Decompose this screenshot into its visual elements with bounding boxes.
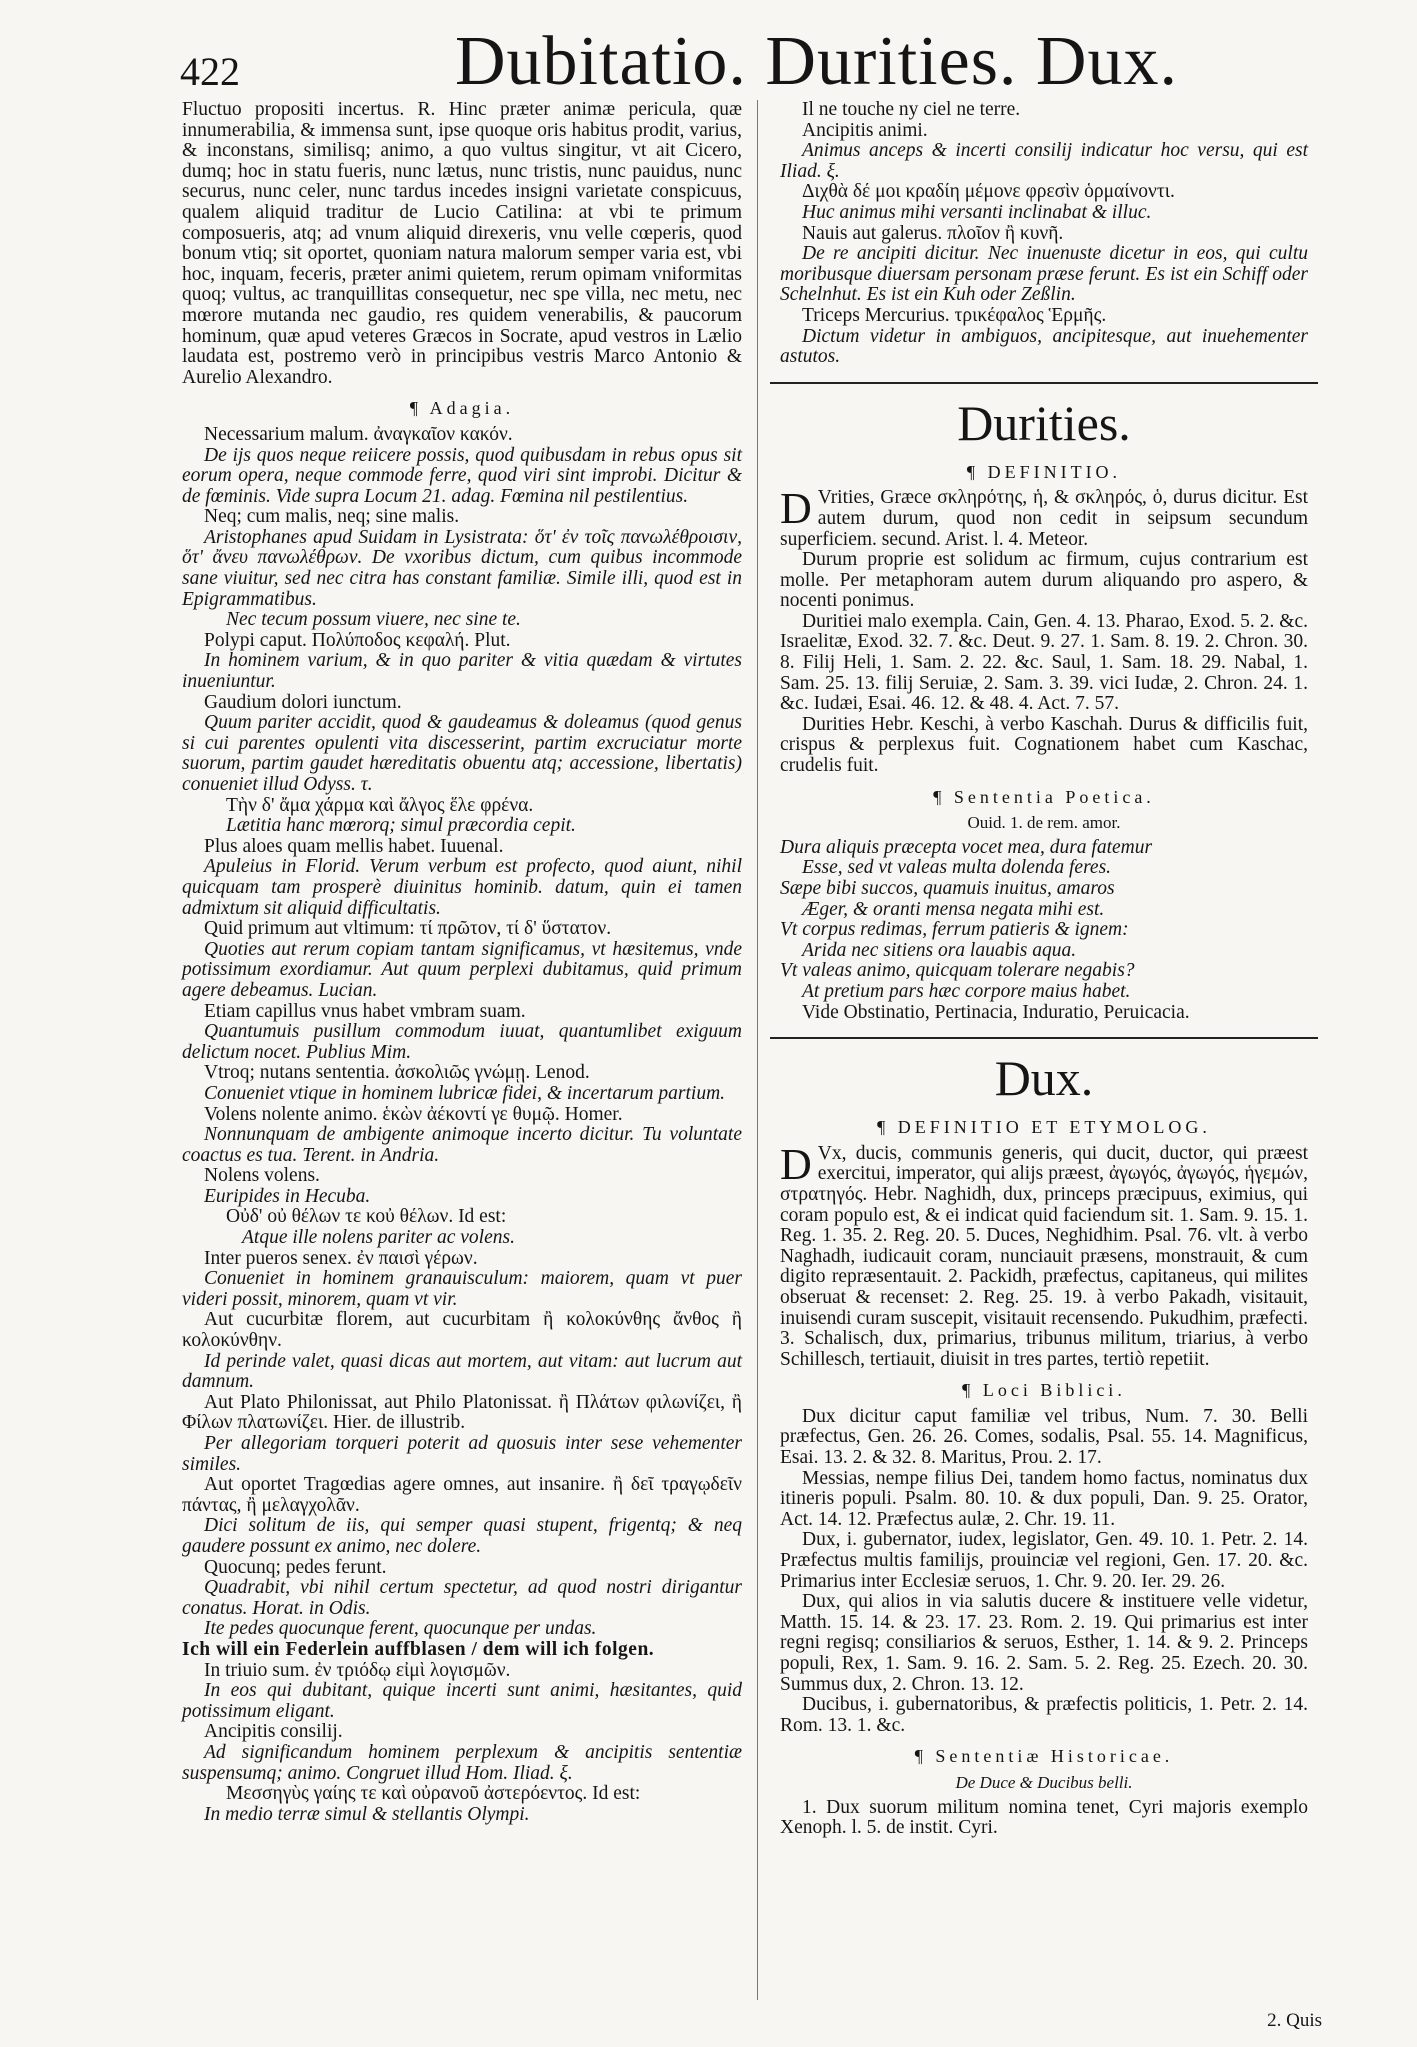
adage-entry: Quantumuis pusillum commodum iuuat, quantumlibet exiguum delictum nocet. Publius Mim.	[182, 1021, 742, 1063]
adage-entry: Neq; cum malis, neq; sine malis.	[204, 506, 460, 528]
adage-entry: Polypi caput. Πολύποδος κεφαλή. Plut.	[204, 629, 511, 651]
paragraph: Duritiei malo exempla. Cain, Gen. 4. 13. Pharao, Exod. 5. 2. &c. Israelitæ, Exod. 32. 7. &c. Deut. 9. 27. 1. Sam. 8. 19. 2. Chron. 30. 8. Filij Heli, 1. Sam. 2. 22. &c. Saul, 1. Sam. 18. 29. Nabal, 1. Sam. 25. 13. filij Seruiæ, 2. Sam. 3. 39. vici Iudæ, 2. Chron. 24. 1. &c. Iudæi, Esai. 46. 12. & 48. 4. Act. 7. 57.	[780, 610, 1308, 715]
adage-entry: Triceps Mercurius. τρικέφαλος Ἑρμῆς.	[802, 304, 1107, 326]
adage-entry: Nolens volens.	[204, 1165, 320, 1187]
adage-entry: Aut Plato Philonissat, aut Philo Platonissat. ἢ Πλάτων φιλωνίζει, ἢ Φίλων πλατωνίζει. Hier. de illustrib.	[182, 1391, 742, 1434]
sententiae-historicae-list	[780, 1798, 1308, 1839]
sententia-poetica-heading: ¶ Sententia Poetica.	[933, 786, 1155, 807]
adage-entry: Inter pueros senex. ἐν παισὶ γέρων.	[204, 1247, 478, 1269]
adage-entry: Il ne touche ny ciel ne terre.	[802, 99, 1021, 120]
adage-entry: Euripides in Hecuba.	[204, 1185, 371, 1207]
dux-definitio-heading: ¶ DEFINITIO ET ETYMOLOG.	[877, 1117, 1211, 1138]
adage-entry: Etiam capillus vnus habet vmbram suam.	[204, 1000, 526, 1022]
adage-entry: Aut oportet Tragœdias agere omnes, aut insanire. ἢ δεῖ τραγῳδεῖν πάντας, ἢ μελαγχολᾶν.	[182, 1474, 742, 1516]
verse-line: Vt corpus redimas, ferrum patieris & ignem:	[780, 919, 1129, 941]
adage-entry: Οὐδ' οὐ θέλων τε κοὐ θέλων. Id est:	[226, 1206, 507, 1228]
running-head: Dubitatio. Durities. Dux.	[455, 23, 1178, 100]
durities-paragraphs	[780, 550, 1308, 777]
dux-definition	[780, 1139, 1308, 1371]
adage-entry: Τὴν δ' ἄμα χάρμα καὶ ἄλγος ἕλε φρένα.	[226, 794, 534, 816]
adage-entry: Quoties aut rerum copiam tantam significamus, vt hæsitemus, vnde potissimum exordiamur. Aut quum perplexi dubitamus, quid primum agere debeamus. Lucian.	[182, 938, 742, 1001]
sententia-poetica-source: Ouid. 1. de rem. amor.	[967, 813, 1121, 833]
page-number: 422	[180, 49, 240, 94]
adage-entry: Ite pedes quocunque ferent, quocunque per undas.	[204, 1618, 597, 1640]
adage-entry: Ich will ein Federlein auffblasen / dem will ich folgen.	[182, 1638, 655, 1660]
adage-entry: Lætitia hanc mœrorq; simul præcordia cepit.	[226, 815, 576, 837]
adage-entry: De re ancipiti dicitur. Nec inuenuste dicetur in eos, qui cultu moribusque diuersam personam præse ferunt. Es ist ein Schiff oder Schelnhut. Es ist ein Kuh oder Zeßlin.	[780, 243, 1308, 306]
adage-entry: Quadrabit, vbi nihil certum spectetur, ad quod nostri dirigantur conatus. Horat. in Odis.	[182, 1577, 742, 1619]
adage-entry: Aristophanes apud Suidam in Lysistrata: ὅτ' ἐν τοῖς πανωλέθροισιν, ὅτ' ἄνευ πανωλέθρων. De vxoribus dictum, cum quibus incommode sane viuitur, sed nec citra has constant familiæ. Simile illi, quod est in Epigrammatibus.	[182, 526, 742, 610]
adage-entry: Quum pariter accidit, quod & gaudeamus & doleamus (quod genus si cui parentes opulenti vita discesserint, partim excruciatur morte suorum, partim gaudet hæreditatis obuentu atq; accessione, libertatis) conueniet illud Odyss. τ.	[182, 712, 742, 795]
adage-entry: Conueniet in hominem granauisculum: maiorem, quam vt puer videri possit, minorem, quam vt vir.	[182, 1268, 742, 1310]
verse-line: Arida nec sitiens ora lauabis aqua.	[802, 939, 1077, 961]
adage-entry: Atque ille nolens pariter ac volens.	[242, 1227, 515, 1249]
adage-entry: Dictum videtur in ambiguos, ancipitesque, aut inuehementer astutos.	[780, 325, 1308, 368]
sententiae-historicae-subheading: De Duce & Ducibus belli.	[955, 1772, 1133, 1792]
paragraph: Durities Hebr. Keschi, à verbo Kaschah. Durus & difficilis fuit, crispus & perplexus fuit. Cognationem habet cum Kaschac, crudelis fuit.	[780, 713, 1308, 777]
adage-entry: In medio terræ simul & stellantis Olympi.	[204, 1803, 530, 1825]
paragraph: Dux, qui alios in via salutis ducere & instituere velle videtur, Matth. 15. 14. & 23. 17. 23. Rom. 2. 19. Qui primarius est inter regni regisq; consiliarios & seruos, Esther, 1. 14. & 9. 2. Princeps populi, Rex, 1. Sam. 9. 16. 2. Sam. 5. 2. Reg. 25. Ezech. 20. 30. Summus dux, 2. Chron. 13. 12.	[780, 1591, 1308, 1695]
adage-entry: De ijs quos neque reiicere possis, quod quibusdam in rebus opus sit eorum opera, neque commode ferre, quod viri sint improbi. Dicitur & de fœminis. Vide supra Locum 21. adag. Fœmina nil pestilentius.	[182, 444, 742, 507]
adage-entry: Ancipitis consilij.	[204, 1721, 343, 1743]
right-intro-text	[780, 100, 1308, 368]
verse-line: Vt valeas animo, quicquam tolerare negabis?	[780, 960, 1135, 982]
verse-line: At pretium pars hæc corpore maius habet.	[802, 980, 1131, 1002]
drop-cap: D	[780, 484, 812, 534]
adage-entry: Nonnunquam de ambigente animoque incerto dicitur. Tu voluntate coactus es tua. Terent. in Andria.	[182, 1124, 742, 1166]
adage-entry: Ancipitis animi.	[802, 119, 928, 141]
right-column	[780, 100, 1308, 1839]
adage-entry: Gaudium dolori iunctum.	[204, 691, 402, 713]
paragraph: Dux, i. gubernator, iudex, legislator, Gen. 49. 10. 1. Petr. 2. 14. Præfectus multis familijs, prouinciæ vel regioni, Gen. 17. 20. &c. Primarius inter Ecclesiæ seruos, 1. Chr. 9. 20. Ier. 29. 26.	[780, 1529, 1308, 1592]
adagia-heading: ¶ Adagia.	[409, 398, 515, 419]
left-intro-text	[182, 100, 742, 388]
adage-entry: In eos qui dubitant, quique incerti sunt animi, hæsitantes, quid potissimum eligant.	[182, 1680, 742, 1722]
adage-entry: Nec tecum possum viuere, nec sine te.	[226, 609, 521, 631]
adage-entry: Conueniet vtique in hominem lubricæ fidei, & incertarum partium.	[204, 1082, 726, 1104]
section-rule	[770, 382, 1318, 384]
catchword: 2. Quis	[1267, 2010, 1322, 2031]
paragraph: Dux dicitur caput familiæ vel tribus, Num. 7. 30. Belli præfectus, Gen. 26. 26. Comes, sodalis, Psal. 55. 14. Magnificus, Esai. 13. 2. & 32. 8. Maritus, Prou. 2. 17.	[780, 1405, 1308, 1469]
durities-definition	[780, 484, 1308, 550]
dux-definition-text: Vx, ducis, communis generis, qui ducit, ductor, qui præest exercitui, imperator, qui alijs præest, ἀγωγός, ἀγωγός, ἡγεμών, στρατηγός. Hebr. Naghidh, dux, princeps præcipuus, eximius, qui coram populo est, & ei indicat quid faciendum sit. 1. Sam. 9. 15. 1. Reg. 1. 35. 2. Reg. 20. 5. Duces, Neghidhim. Psal. 76. vlt. à verbo Naghadh, iudicauit coram, nunciauit præsens, monstrauit, & cum digito repræsentauit. 2. Packidh, præfectus, capitaneus, qui milites obseruat & recenset: 2. Reg. 25. 19. à verbo Pakadh, visitauit, inuisendi curam suscepit, visitauit recensendo. Pukudhim, præfecti. 3. Schalisch, dux, primarius, tribunus militum, triarius, à verbo Schillesch, tertiauit, diuisit in tres partes, tertiò repetiit.	[780, 1142, 1308, 1370]
dux-title: Dux.	[994, 1050, 1094, 1107]
adage-entry: Volens nolente animo. ἑκὼν ἀέκοντί γε θυμῷ. Homer.	[204, 1103, 623, 1125]
adage-entry: Quocunq; pedes ferunt.	[204, 1556, 387, 1578]
paragraph: 1. Dux suorum militum nomina tenet, Cyri majoris exemplo Xenoph. l. 5. de instit. Cyri.	[780, 1796, 1308, 1839]
sententia-poetica-verses	[780, 838, 1308, 1023]
adage-entry: Huc animus mihi versanti inclinabat & illuc.	[802, 201, 1152, 223]
durities-title: Durities.	[957, 394, 1131, 451]
verse-line: Sæpe bibi succos, quamuis inuitus, amaros	[780, 878, 1115, 899]
adage-entry: Διχθὰ δέ μοι κραδίη μέμονε φρεσὶν ὁρμαίνοντι.	[802, 181, 1175, 203]
adage-entry: Id perinde valet, quasi dicas aut mortem, aut vitam: aut lucrum aut damnum.	[182, 1350, 742, 1393]
paragraph: Messias, nempe filius Dei, tandem homo factus, nominatus dux itineris populi. Psalm. 80. 10. & dux populi, Dan. 9. 25. Orator, Act. 14. 12. Præfectus aulæ, 2. Chr. 19. 11.	[780, 1467, 1308, 1530]
durities-definitio-heading: ¶ DEFINITIO.	[966, 461, 1122, 482]
paragraph: Ducibus, i. gubernatoribus, & præfectis politicis, 1. Petr. 2. 14. Rom. 13. 1. &c.	[780, 1694, 1308, 1736]
adage-entry: Dici solitum de iis, qui semper quasi stupent, frigentq; & neq gaudere possunt ex animo, nec dolere.	[182, 1515, 742, 1557]
left-column	[182, 100, 742, 1825]
drop-cap: D	[780, 1139, 812, 1189]
adage-entry: Nauis aut galerus. πλοῖον ἢ κυνῆ.	[802, 222, 1064, 244]
verse-line: Esse, sed vt valeas multa dolenda feres.	[802, 857, 1112, 879]
adagia-list	[182, 425, 742, 1825]
adage-entry: Vtroq; nutans sententia. ἀσκολιῶς γνώμῃ. Lenod.	[204, 1062, 590, 1084]
adage-entry: Animus anceps & incerti consilij indicatur hoc versu, qui est Iliad. ξ.	[780, 140, 1308, 182]
adage-entry: In hominem varium, & in quo pariter & vitia quædam & virtutes inueniuntur.	[182, 650, 742, 693]
paragraph: Fluctuo propositi incertus. R. Hinc præter animæ pericula, quæ innumerabilia, & immensa sunt, ipse quoque oris habitus prodit, varius, & inconstans, similisq; animo, a quo vultus singitur, vt ait Cicero, dumq; hoc in statu fueris, nunc lætus, nunc tristis, nunc pauidus, nunc securus, nunc celer, nunc tardus incedes insigni varietate conspicuus, qualem aliquid traditur de Lucio Catilina: at vbi te primum composueris, atq; ad vnum aliquid direxeris, vnu velle cœperis, quod bonum vtiq; sit oportet, quoniam natura malorum semper varia est, vbi hoc, inquam, feceris, præter animi quietem, rerum opimam vniformitas quoq; vultus, ac tranquillitas consequetur, nec spe villa, nec metu, nec mœrore mutanda nec gaudio, res quidem venerabilis, & paucorum hominum, quæ apud veteres Græcos in Socrate, apud vestros in Lælio laudata est, postremo verò in principibus vestris Marco Antonio & Aurelio Alexandro.	[182, 99, 742, 388]
loci-biblici-list	[780, 1407, 1308, 1737]
durities-definition-text: Vrities, Græce σκληρότης, ἡ, & σκληρός, ὁ, durus dicitur. Est autem durum, quod non cedit in seipsum secundum superficiem. secund. Arist. l. 4. Meteor.	[780, 487, 1308, 550]
adage-entry: Quid primum aut vltimum: τί πρῶτον, τί δ' ὕστατον.	[204, 918, 612, 940]
loci-biblici-heading: ¶ Loci Biblici.	[962, 1380, 1126, 1401]
adage-entry: In triuio sum. ἐν τριόδῳ εἰμὶ λογισμῶν.	[204, 1659, 511, 1681]
adage-entry: Per allegoriam torqueri poterit ad quosuis inter sese vehementer similes.	[182, 1433, 742, 1475]
verse-line: Dura aliquis præcepta vocet mea, dura fatemur	[780, 836, 1153, 858]
sententiae-historicae-heading: ¶ Sententiæ Historicae.	[914, 1746, 1174, 1767]
verse-line: Vide Obstinatio, Pertinacia, Induratio, Peruicacia.	[802, 1001, 1190, 1023]
adage-entry: Apuleius in Florid. Verum verbum est profecto, quod aiunt, nihil quicquam tam prosperè diuinitus hominib. datum, quin ei tamen admixtum sit aliquid difficultatis.	[182, 856, 742, 919]
paragraph: Durum proprie est solidum ac firmum, cujus contrarium est molle. Per metaphoram autem durum aliquando pro aspero, & nocenti ponimus.	[780, 549, 1308, 612]
column-divider	[757, 100, 758, 2000]
section-rule	[770, 1037, 1318, 1039]
adage-entry: Plus aloes quam mellis habet. Iuuenal.	[204, 835, 504, 857]
verse-line: Æger, & oranti mensa negata mihi est.	[802, 898, 1105, 920]
adage-entry: Μεσσηγὺς γαίης τε καὶ οὐρανοῦ ἀστερόεντος. Id est:	[226, 1783, 641, 1805]
adage-entry: Necessarium malum. ἀναγκαῖον κακόν.	[204, 423, 513, 445]
adage-entry: Ad significandum hominem perplexum & ancipitis sententiæ suspensumq; animo. Congruet illud Hom. Iliad. ξ.	[182, 1741, 742, 1784]
adage-entry: Aut cucurbitæ florem, aut cucurbitam ἢ κολοκύνθης ἄνθος ἢ κολοκύνθην.	[182, 1309, 742, 1352]
